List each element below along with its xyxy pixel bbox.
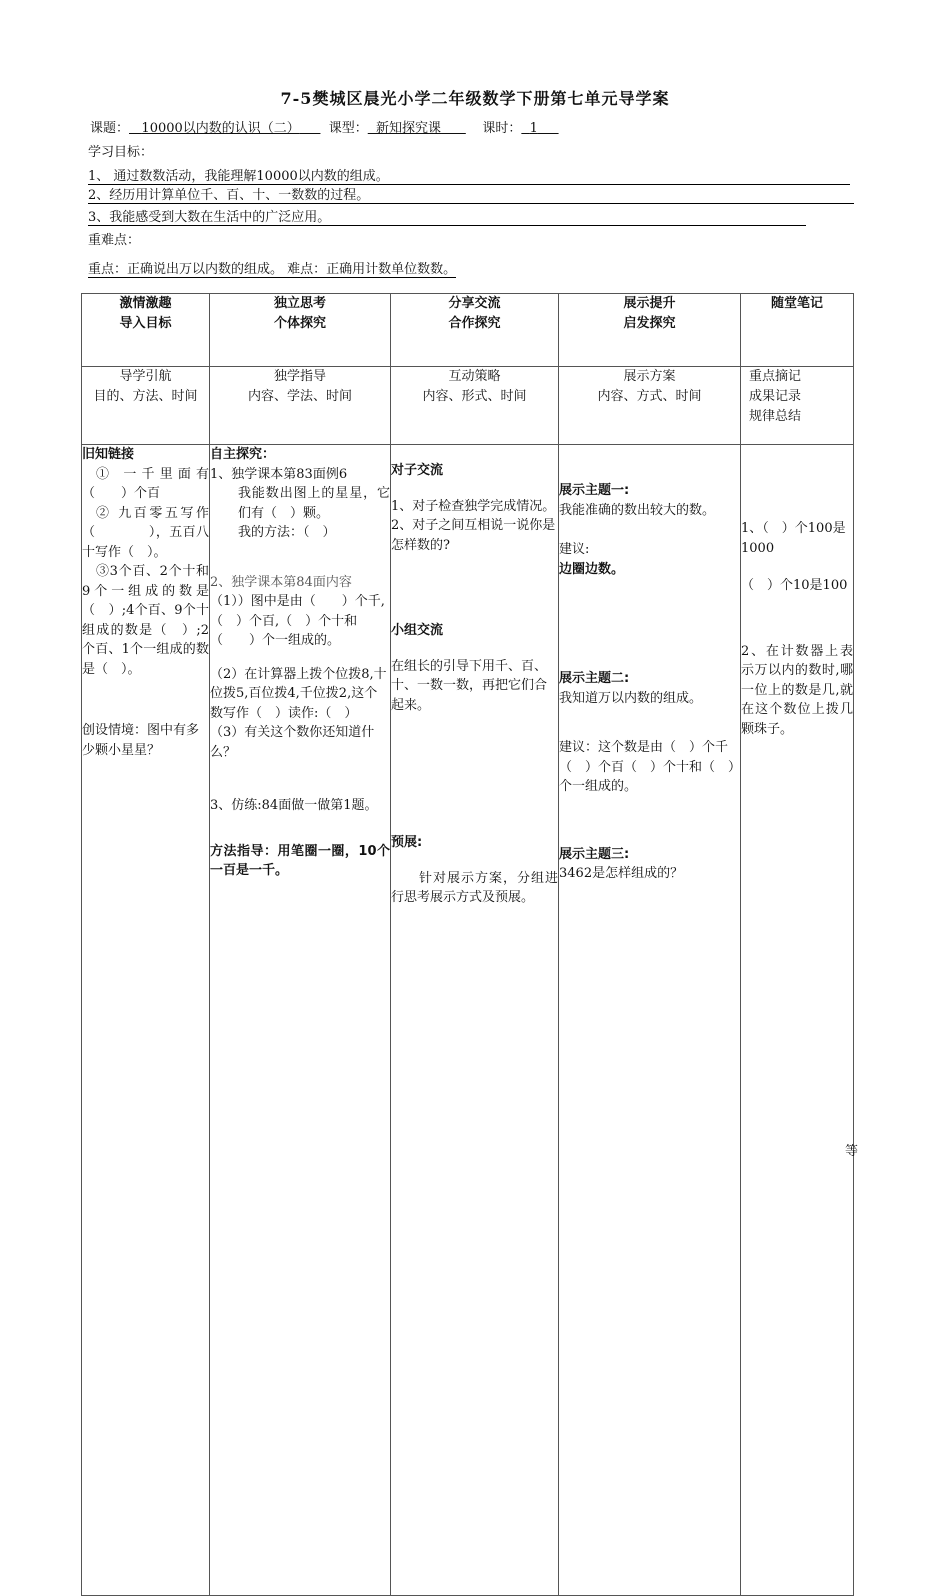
keypoints-heading: 重难点： xyxy=(88,233,141,248)
objective-2: 2、经历用计算单位千、百、十、一数数的过程。 xyxy=(88,184,854,204)
col3-pair1: 1、对子检查独学完成情况。 xyxy=(391,498,556,514)
header-col-3: 分享交流 合作探究 xyxy=(391,294,559,367)
col3-preview-text: 针对展示方案，分组进行思考展示方式及预展。 xyxy=(391,870,558,905)
col2-item1c: 我的方法：（ ） xyxy=(238,525,336,540)
col3-preview-heading: 预展: xyxy=(391,835,423,850)
col1-q1: ① 一千里面有（ ）个百 xyxy=(82,466,209,501)
col3-content xyxy=(391,445,559,1596)
col4-t2-suggest: 建议：这个数是由（ ）个千（ ）个百（ ）个十和（ ）个一组成的。 xyxy=(559,740,735,794)
col1-scenario: 创设情境：图中有多少颗小星星？ xyxy=(82,723,200,758)
col2-method: 方法指导：用笔圈一圈，10个一百是一千。 xyxy=(210,843,390,878)
content-row xyxy=(82,445,854,1596)
col3-pair2: 2、对子之间互相说一说你是怎样数的? xyxy=(391,518,556,553)
col2-item2: 2、独学课本第84面内容 xyxy=(210,574,352,590)
col2-item1b: 我能数出图上的星星，它们有（ ）颗。 xyxy=(238,486,390,521)
col4-content xyxy=(559,445,741,1596)
col4-t1-suggest: 建议: xyxy=(559,542,590,557)
subheader-col-2: 独学指导 内容、学法、时间 xyxy=(210,367,391,445)
col2-item3: 3、仿练:84面做一做第1题。 xyxy=(210,798,378,813)
col3-group-heading: 小组交流 xyxy=(391,623,444,638)
col4-t1-text: 我能准确的数出较大的数。 xyxy=(559,502,716,518)
header-row xyxy=(82,294,854,367)
col1-heading: 旧知链接 xyxy=(82,447,135,462)
col2-item2b: （2）在计算器上拨个位拨8,十位拨5,百位拨4,千位拨2,这个数写作（ ）读作:（ ） xyxy=(210,666,387,721)
period-label: 课时： xyxy=(482,121,522,136)
col5-content xyxy=(741,445,854,1596)
objective-3: 3、我能感受到大数在生活中的广泛应用。 xyxy=(88,206,806,226)
objective-1: 1、 通过数数活动，我能理解10000以内数的组成。 xyxy=(88,165,850,185)
objectives-heading: 学习目标： xyxy=(88,145,154,160)
study-table xyxy=(81,293,854,1596)
page-title: 7-5樊城区晨光小学二年级数学下册第七单元导学案 xyxy=(280,89,670,108)
subheader-col-5: 重点摘记 成果记录 规律总结 xyxy=(741,367,854,445)
col2-item1: 1、独学课本第83面例6 xyxy=(210,466,348,482)
stray-character: 等 xyxy=(845,1144,859,1159)
col2-content xyxy=(210,445,391,1596)
col1-content xyxy=(82,445,210,1596)
keypoints-text: 重点：正确说出万以内数的组成。 难点：正确用计数单位数数。 xyxy=(88,262,457,277)
header-col-2: 独立思考 个体探究 xyxy=(210,294,391,367)
col4-t2-text: 我知道万以内数的组成。 xyxy=(559,690,703,706)
period-value: 1 xyxy=(529,121,538,136)
subheader-col-1: 导学引航 目的、方法、时间 xyxy=(82,367,210,445)
col1-q2: ② 九百零五写作（ ），五百八十写作（ ）。 xyxy=(82,505,209,560)
col2-item2a: （1））图中是由（ ）个千,（ ）个百,（ ）个十和（ ）个一组成的。 xyxy=(210,594,385,648)
type-label: 课型： xyxy=(328,121,368,136)
col5-note1b: （ ）个10是100 xyxy=(741,578,848,593)
col4-t3-text: 3462是怎样组成的？ xyxy=(559,866,684,881)
subheader-col-3: 互动策略 内容、形式、时间 xyxy=(391,367,559,445)
col3-group-text: 在组长的引导下用千、百、十、一数一数，再把它们合起来。 xyxy=(391,658,548,713)
col5-note2: 2、在计数器上表示万以内的数时,哪一位上的数是几,就在这个数位上拨几颗珠子。 xyxy=(741,643,853,737)
type-value: 新知探究课 xyxy=(376,121,442,136)
col4-t1-bold: 边圈边数。 xyxy=(559,561,625,577)
col5-note1a: 1、（ ）个100是1000 xyxy=(741,521,846,556)
col1-q3: ③3个百、2个十和9个一组成的数是（ ）;4个百、9个十组成的数是（ ）;2个百、1个一组成的数是（ ）。 xyxy=(82,564,209,677)
topic-label: 课题： xyxy=(90,121,130,136)
col4-t3-heading: 展示主题三: xyxy=(559,846,630,862)
col4-t1-heading: 展示主题一: xyxy=(559,483,630,498)
subheader-col-4: 展示方案 内容、方式、时间 xyxy=(559,367,741,445)
header-col-4: 展示提升 启发探究 xyxy=(559,294,741,367)
lesson-meta xyxy=(90,117,559,136)
col2-heading: 自主探究： xyxy=(210,447,276,462)
header-col-1: 激情激趣 导入目标 xyxy=(82,294,210,367)
header-col-5: 随堂笔记 xyxy=(741,294,854,367)
col4-t2-heading: 展示主题二: xyxy=(559,671,630,686)
subheader-row xyxy=(82,367,854,445)
col3-pair-heading: 对子交流 xyxy=(391,463,444,478)
col2-item2c: （3）有关这个数你还知道什么？ xyxy=(210,725,375,760)
topic-value: 10000以内数的认识（二） xyxy=(141,121,300,136)
